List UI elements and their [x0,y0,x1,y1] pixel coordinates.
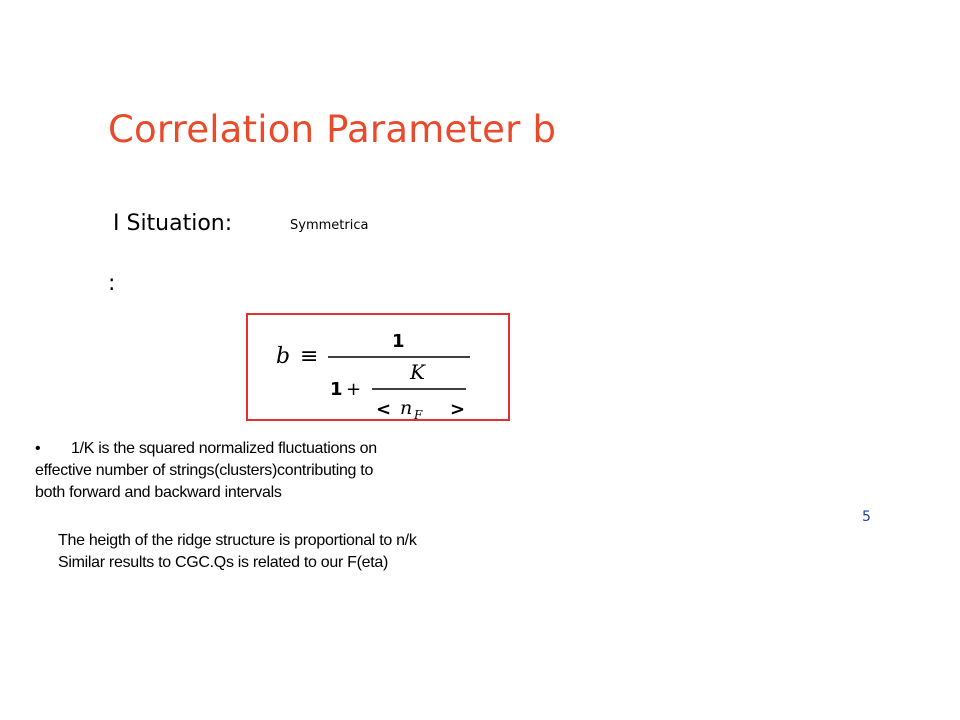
slide-title: Correlation Parameter b [108,108,557,151]
formula-denominator-one: 1 [330,379,343,400]
notes [58,530,528,574]
formula-equiv: ≡ [300,344,319,369]
formula-bracket-right: > [450,399,466,420]
bullet-paragraph [35,438,505,504]
slide-number: 5 [862,509,871,525]
situation-label: I Situation: [113,211,233,236]
formula-inner-numerator: K [410,360,425,384]
note-line-2: Similar results to CGC.Qs is related to our F(eta) [58,554,388,571]
bullet-text-1: 1/K is the squared normalized fluctuations on [71,440,377,457]
bullet-text-2: effective number of strings(clusters)contributing to [35,462,374,479]
bullet-marker: • [35,440,41,457]
bullet-text-3: both forward and backward intervals [35,484,282,501]
colon-mark: : [108,271,116,296]
formula-box [246,313,510,421]
formula-inner-subscript: F [414,408,423,421]
formula-equation [248,315,510,421]
formula-numerator: 1 [392,331,405,352]
bullet-line-1 [35,438,505,460]
formula-plus: + [346,379,362,400]
formula-bracket-left: < [376,399,392,420]
formula-inner-symbol: n [400,397,413,419]
formula-lhs: b [276,344,291,369]
situation-note: Symmetrica [290,218,369,233]
note-line-1: The heigth of the ridge structure is proportional to n/k [58,532,417,549]
